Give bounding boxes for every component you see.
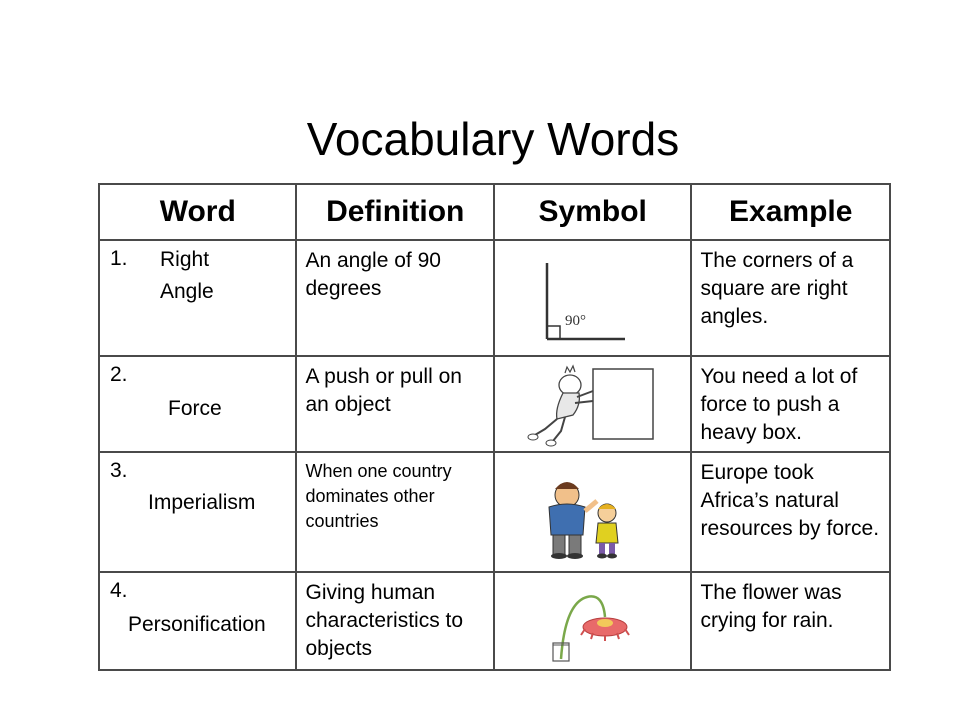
word-line: Right: [160, 248, 210, 271]
row-number: 2.: [110, 363, 128, 386]
row-number: 3.: [110, 459, 128, 482]
definition-cell: [296, 452, 493, 572]
header-symbol: Symbol: [494, 184, 691, 240]
header-word: Word: [99, 184, 296, 240]
flower-graphic: [495, 573, 692, 669]
word-cell: [99, 356, 296, 452]
example-text: You need a lot of force to push a heavy box.: [700, 365, 858, 444]
word-cell: [99, 452, 296, 572]
example-text: The flower was crying for rain.: [700, 581, 842, 632]
table-row: [99, 452, 890, 572]
table-row: [99, 356, 890, 452]
row-number: 1.: [110, 247, 128, 270]
definition-text: A push or pull on an object: [305, 365, 462, 416]
definition-cell: [296, 240, 493, 356]
angle-label: 90°: [564, 313, 586, 329]
drooping-flower-icon: [494, 572, 691, 670]
example-cell: [691, 240, 890, 356]
definition-cell: [296, 572, 493, 670]
example-text: Europe took Africa’s natural resources by force.: [700, 461, 880, 540]
example-cell: [691, 452, 890, 572]
definition-text: An angle of 90 degrees: [305, 249, 441, 300]
word-term: Imperialism: [148, 491, 256, 514]
word-term: Personification: [128, 613, 266, 636]
example-cell: [691, 356, 890, 452]
header-example: Example: [691, 184, 890, 240]
word-line: Angle: [160, 280, 214, 303]
row-number: 4.: [110, 579, 128, 602]
definition-text: When one country dominates other countries: [305, 461, 452, 531]
table-row: [99, 240, 890, 356]
adult-dominating-child-icon: [494, 452, 691, 572]
example-cell: [691, 572, 890, 670]
definition-text: Giving human characteristics to objects: [305, 581, 464, 660]
header-definition: Definition: [296, 184, 493, 240]
word-term: [160, 244, 214, 308]
example-text: The corners of a square are right angles.: [700, 249, 854, 328]
word-cell: [99, 572, 296, 670]
word-term: Force: [168, 397, 222, 420]
definition-cell: [296, 356, 493, 452]
table-header-row: [99, 184, 890, 240]
person-pushing-box-icon: [494, 356, 691, 452]
right-angle-graphic: [495, 241, 692, 355]
page-title: Vocabulary Words: [306, 113, 680, 165]
imperialism-graphic: [495, 453, 692, 571]
word-cell: [99, 240, 296, 356]
vocabulary-table: [98, 183, 891, 671]
right-angle-icon: [494, 240, 691, 356]
table-row: [99, 572, 890, 670]
pushing-graphic: [495, 357, 692, 451]
